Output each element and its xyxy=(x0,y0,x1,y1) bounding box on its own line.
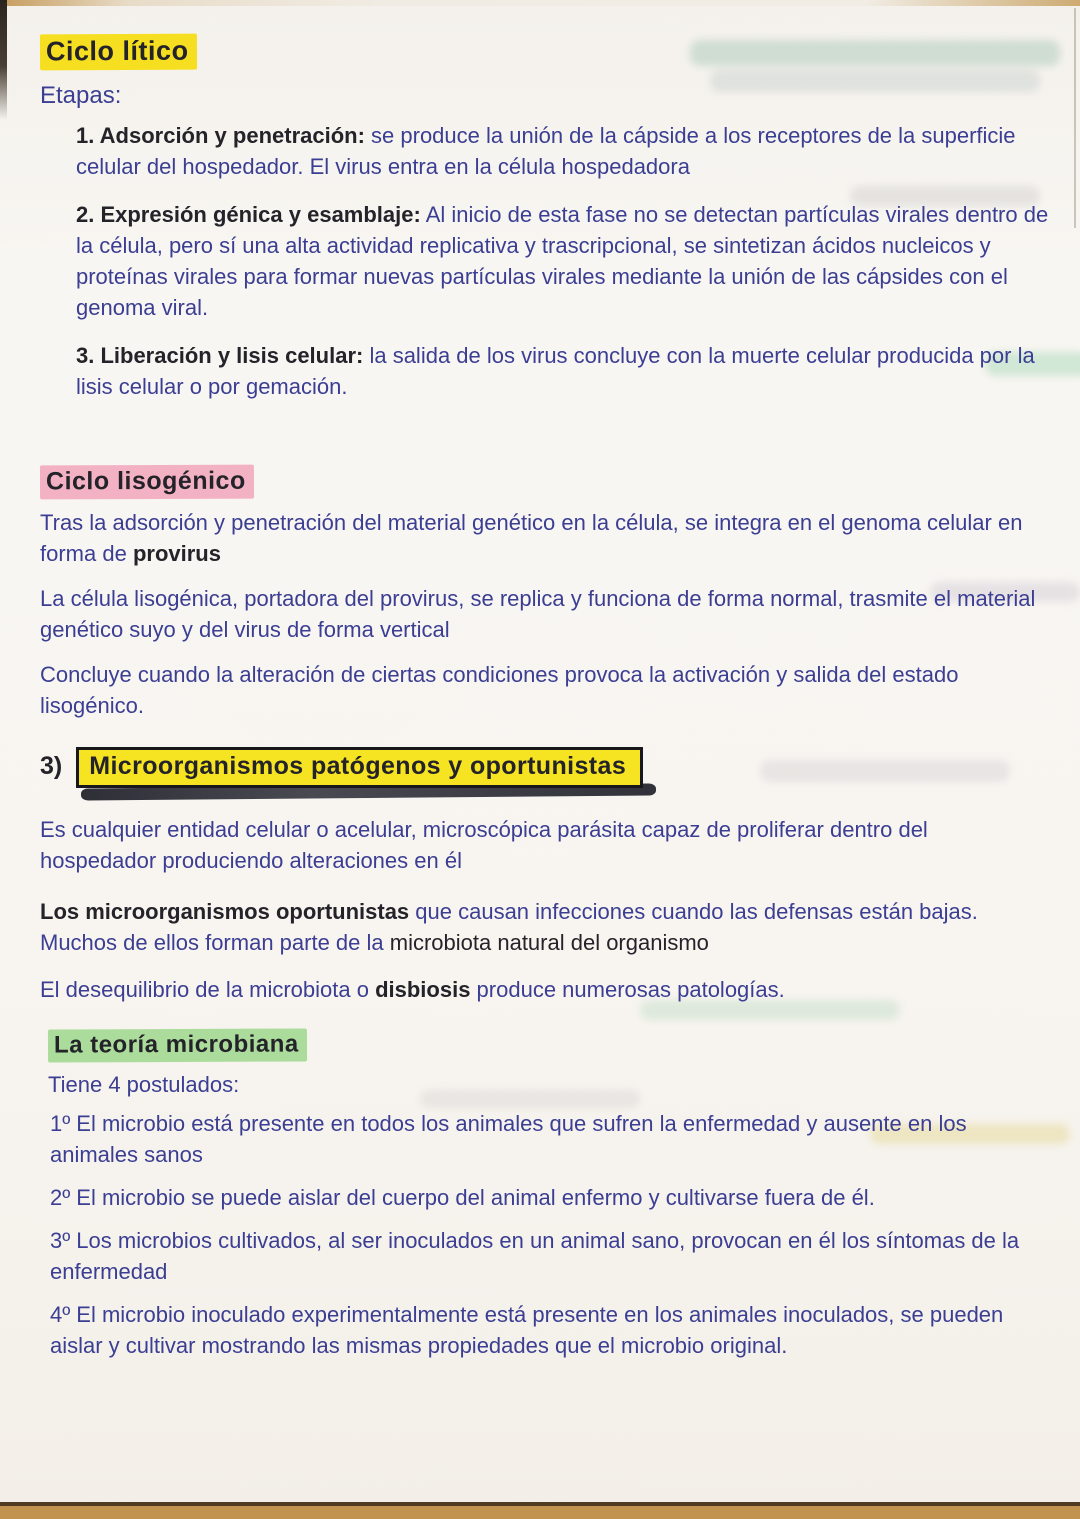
paragraph-text: produce numerosas patologías. xyxy=(470,977,785,1002)
yellow-highlight: Ciclo lítico xyxy=(40,34,197,71)
postulate-text: El microbio está presente en todos los animales que sufren la enfermedad y ausente en los animales sanos xyxy=(50,1111,967,1167)
keyword-provirus: provirus xyxy=(132,541,221,566)
postulate-number: 4º xyxy=(50,1302,71,1327)
paragraph-lysogenic-2: La célula lisogénica, portadora del provirus, se replica y funciona de forma normal, trasmite el material genético suyo y del virus de forma vertical xyxy=(40,586,1036,642)
keyword-microbiota: microbiota natural del organismo xyxy=(389,930,709,955)
keyword-opportunistic: Los microorganismos oportunistas xyxy=(40,899,416,924)
item-body: la salida de los virus concluye con la muerte celular producida por la lisis celular o por gemación. xyxy=(76,343,1035,399)
paragraph-pathogens-2 xyxy=(40,896,1040,958)
item-title: 3. Liberación y lisis celular: xyxy=(76,343,364,368)
postulate-4 xyxy=(40,1299,1050,1361)
list-item-liberation-lysis xyxy=(40,340,1050,402)
etapas-label: Etapas: xyxy=(40,82,122,109)
paragraph-lysogenic-1 xyxy=(40,507,1040,569)
postulate-text: El microbio inoculado experimentalmente está presente en los animales inoculados, se pueden aislar y cultivar mostrando las mismas propiedades que el microbio original. xyxy=(50,1302,1004,1358)
postulate-text: El microbio se puede aislar del cuerpo del animal enfermo y cultivarse fuera de él. xyxy=(76,1185,875,1210)
desk-edge xyxy=(0,1502,1080,1519)
pink-highlight: Ciclo lisogénico xyxy=(40,465,254,500)
section-heading-lytic-cycle xyxy=(40,34,1050,70)
paragraph-text: Tras la adsorción y penetración del material genético en la célula, se integra en el genoma celular en forma de xyxy=(40,510,1023,566)
postulate-2 xyxy=(40,1182,1050,1213)
postulate-3 xyxy=(40,1225,1050,1287)
keyword-disbiosis: disbiosis xyxy=(375,977,471,1002)
section-gap xyxy=(40,419,1050,465)
postulate-number: 3º xyxy=(50,1228,71,1253)
item-body: Al inicio de esta fase no se detectan partículas virales dentro de la célula, pero sí una alta actividad replicativa y trascripcional, se sintetizan ácidos nucleicos y proteínas virales para formar nuevas partículas virales mediante la unión de las cápsides con el genoma viral. xyxy=(76,202,1049,320)
list-item-gene-expression xyxy=(40,199,1050,323)
item-body: se produce la unión de la cápside a los receptores de la superficie celular del hospedador. El virus entra en la célula hospedadora xyxy=(76,123,1016,179)
postulate-1 xyxy=(40,1108,1050,1170)
postulate-number: 1º xyxy=(50,1111,71,1136)
section-heading-pathogens xyxy=(40,747,1050,788)
paragraph-text: que causan infecciones cuando las defensas están bajas. Muchos de ellos forman parte de la xyxy=(40,899,978,955)
item-title: 2. Expresión génica y esamblaje: xyxy=(76,202,421,227)
item-title: 1. Adsorción y penetración: xyxy=(76,123,365,148)
section-heading-lysogenic-cycle xyxy=(40,465,1050,499)
paragraph-pathogens-1: Es cualquier entidad celular o acelular, microscópica parásita capaz de proliferar dentro del hospedador produciendo alteraciones en él xyxy=(40,817,928,873)
section-number: 3) xyxy=(40,752,63,780)
postulate-number: 2º xyxy=(50,1185,71,1210)
paragraph-text: El desequilibrio de la microbiota o xyxy=(40,977,376,1002)
postulates-label: Tiene 4 postulados: xyxy=(48,1072,240,1097)
paragraph-lysogenic-3: Concluye cuando la alteración de ciertas condiciones provoca la activación y salida del estado lisogénico. xyxy=(40,662,959,718)
section-heading-microbial-theory xyxy=(48,1029,1050,1062)
postulate-text: Los microbios cultivados, al ser inoculados en un animal sano, provocan en él los síntomas de la enfermedad xyxy=(50,1228,1020,1284)
green-highlight: La teoría microbiana xyxy=(48,1028,307,1062)
paragraph-pathogens-3 xyxy=(40,974,1040,1005)
list-item-adsorption xyxy=(40,120,1050,182)
boxed-yellow-heading: Microorganismos patógenos y oportunistas xyxy=(76,747,643,788)
